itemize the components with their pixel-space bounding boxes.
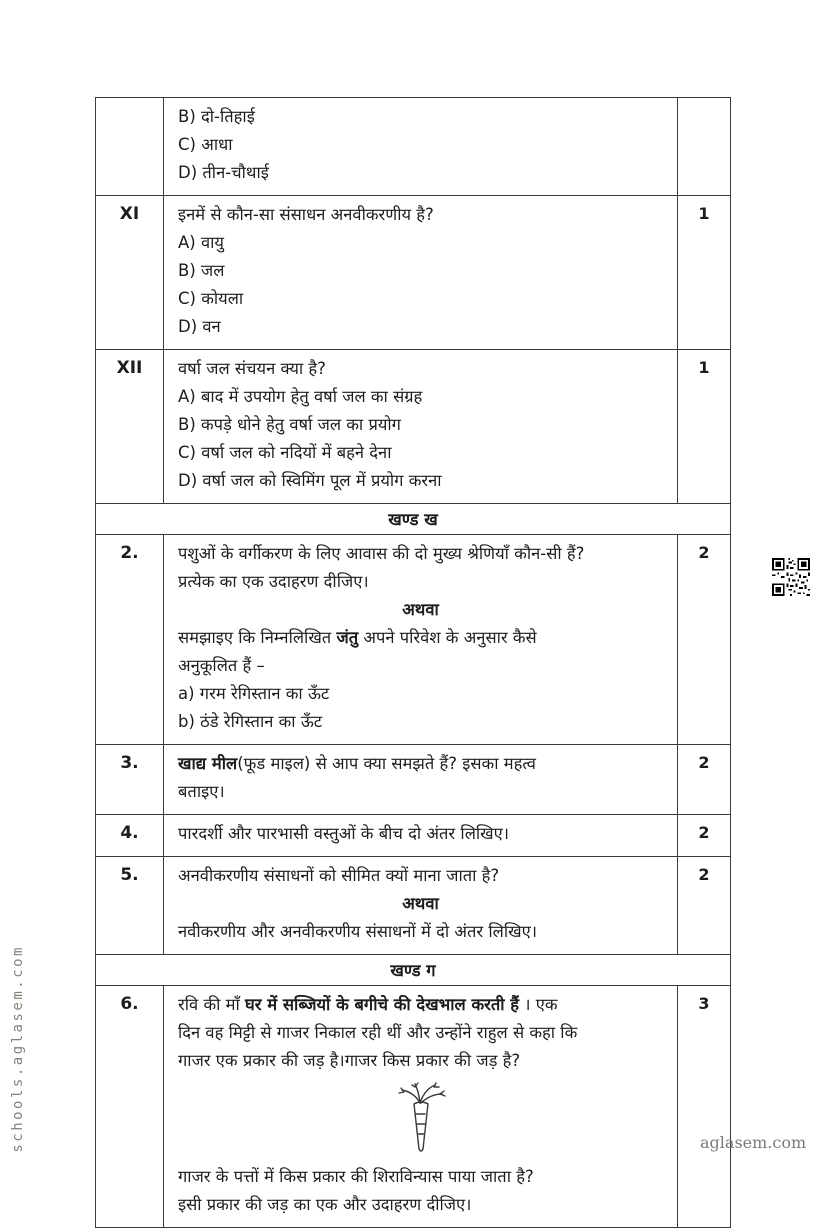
line-segment: समझाइए कि निम्नलिखित (178, 628, 337, 647)
question-line: वर्षा जल संचयन क्या है? (178, 359, 326, 378)
question-number: XII (96, 350, 164, 503)
question-line: पशुओं के वर्गीकरण के लिए आवास की दो मुख्य श्रेणियाँ कौन-सी हैं? (178, 544, 585, 563)
question-number: 2. (96, 535, 164, 744)
table-row (96, 814, 730, 856)
question-text (164, 986, 678, 1227)
table-row (96, 744, 730, 814)
marks-cell: 2 (698, 543, 710, 562)
qr-code (772, 558, 810, 596)
option-line: D) वन (178, 317, 221, 336)
line-segment-bold: जंतु (336, 628, 359, 647)
question-line: अनवीकरणीय संसाधनों को सीमित क्यों माना जाता है? (178, 866, 500, 885)
table-row (96, 349, 730, 503)
question-number: XI (96, 196, 164, 349)
question-text (164, 815, 678, 856)
left-watermark: schools.aglasem.com (10, 945, 26, 1153)
option-line: C) आधा (178, 135, 233, 154)
question-line: इनमें से कौन-सा संसाधन अनवीकरणीय है? (178, 205, 434, 224)
option-line: B) जल (178, 261, 225, 280)
option-line: A) बाद में उपयोग हेतु वर्षा जल का संग्रह (178, 387, 423, 406)
question-line: दिन वह मिट्टी से गाजर निकाल रही थीं और उन्होंने राहुल से कहा कि (178, 1023, 578, 1042)
section-header-kh: खण्ड ख (96, 503, 730, 534)
option-line: a) गरम रेगिस्तान का ऊँट (178, 684, 330, 703)
question-number (96, 98, 164, 195)
question-line: अनुकूलित हैं – (178, 656, 265, 675)
qr-code-icon (772, 558, 810, 596)
question-line (178, 750, 663, 778)
question-line: प्रत्येक का एक उदाहरण दीजिए। (178, 572, 369, 591)
table-row (96, 98, 730, 195)
option-line: b) ठंडे रेगिस्तान का ऊँट (178, 712, 323, 731)
question-line: इसी प्रकार की जड़ का एक और उदाहरण दीजिए। (178, 1195, 472, 1214)
bottom-right-watermark: aglasem.com (700, 1133, 807, 1152)
section-header-ga: खण्ड ग (96, 954, 730, 985)
line-segment-bold: घर में सब्जियों के बगीचे की देखभाल करती हैं (245, 995, 520, 1014)
line-segment: रवि की माँ (178, 995, 246, 1014)
question-line: गाजर एक प्रकार की जड़ है।गाजर किस प्रकार की जड़ है? (178, 1051, 521, 1070)
question-number: 5. (96, 857, 164, 954)
question-text (164, 745, 678, 814)
marks-cell: 1 (698, 204, 710, 223)
option-line: B) दो-तिहाई (178, 107, 255, 126)
table-row (96, 856, 730, 954)
marks-cell: 2 (698, 753, 710, 772)
question-line (178, 624, 663, 652)
marks-cell: 3 (698, 994, 710, 1013)
option-line: A) वायु (178, 233, 224, 252)
line-segment: अपने परिवेश के अनुसार कैसे (358, 628, 537, 647)
question-line (178, 991, 663, 1019)
question-number: 3. (96, 745, 164, 814)
question-line: पारदर्शी और पारभासी वस्तुओं के बीच दो अंतर लिखिए। (178, 824, 510, 843)
question-number: 6. (96, 986, 164, 1227)
question-line: नवीकरणीय और अनवीकरणीय संसाधनों में दो अंतर लिखिए। (178, 922, 537, 941)
marks-cell: 1 (698, 358, 710, 377)
table-row (96, 534, 730, 744)
question-text (164, 535, 678, 744)
carrot-figure (178, 1081, 663, 1159)
option-line: C) कोयला (178, 289, 244, 308)
or-label: अथवा (402, 894, 439, 913)
question-line: बताइए। (178, 782, 225, 801)
question-line: गाजर के पत्तों में किस प्रकार की शिराविन्यास पाया जाता है? (178, 1167, 534, 1186)
marks-cell (678, 98, 730, 195)
or-label: अथवा (402, 600, 439, 619)
marks-cell: 2 (698, 823, 710, 842)
line-segment: (फूड माइल) से आप क्या समझते हैं? इसका महत्व (237, 754, 536, 773)
carrot-icon (390, 1081, 452, 1155)
option-line: D) वर्षा जल को स्विमिंग पूल में प्रयोग करना (178, 471, 442, 490)
option-line: B) कपड़े धोने हेतु वर्षा जल का प्रयोग (178, 415, 401, 434)
question-text (164, 857, 678, 954)
table-row (96, 195, 730, 349)
marks-cell: 2 (698, 865, 710, 884)
option-line: D) तीन-चौथाई (178, 163, 269, 182)
question-text (164, 196, 678, 349)
line-segment: । एक (519, 995, 558, 1014)
question-number: 4. (96, 815, 164, 856)
question-text (164, 350, 678, 503)
table-row (96, 985, 730, 1227)
question-table (95, 97, 731, 1228)
option-line: C) वर्षा जल को नदियों में बहने देना (178, 443, 392, 462)
question-text (164, 98, 678, 195)
line-segment-bold: खाद्य मील (178, 754, 238, 773)
